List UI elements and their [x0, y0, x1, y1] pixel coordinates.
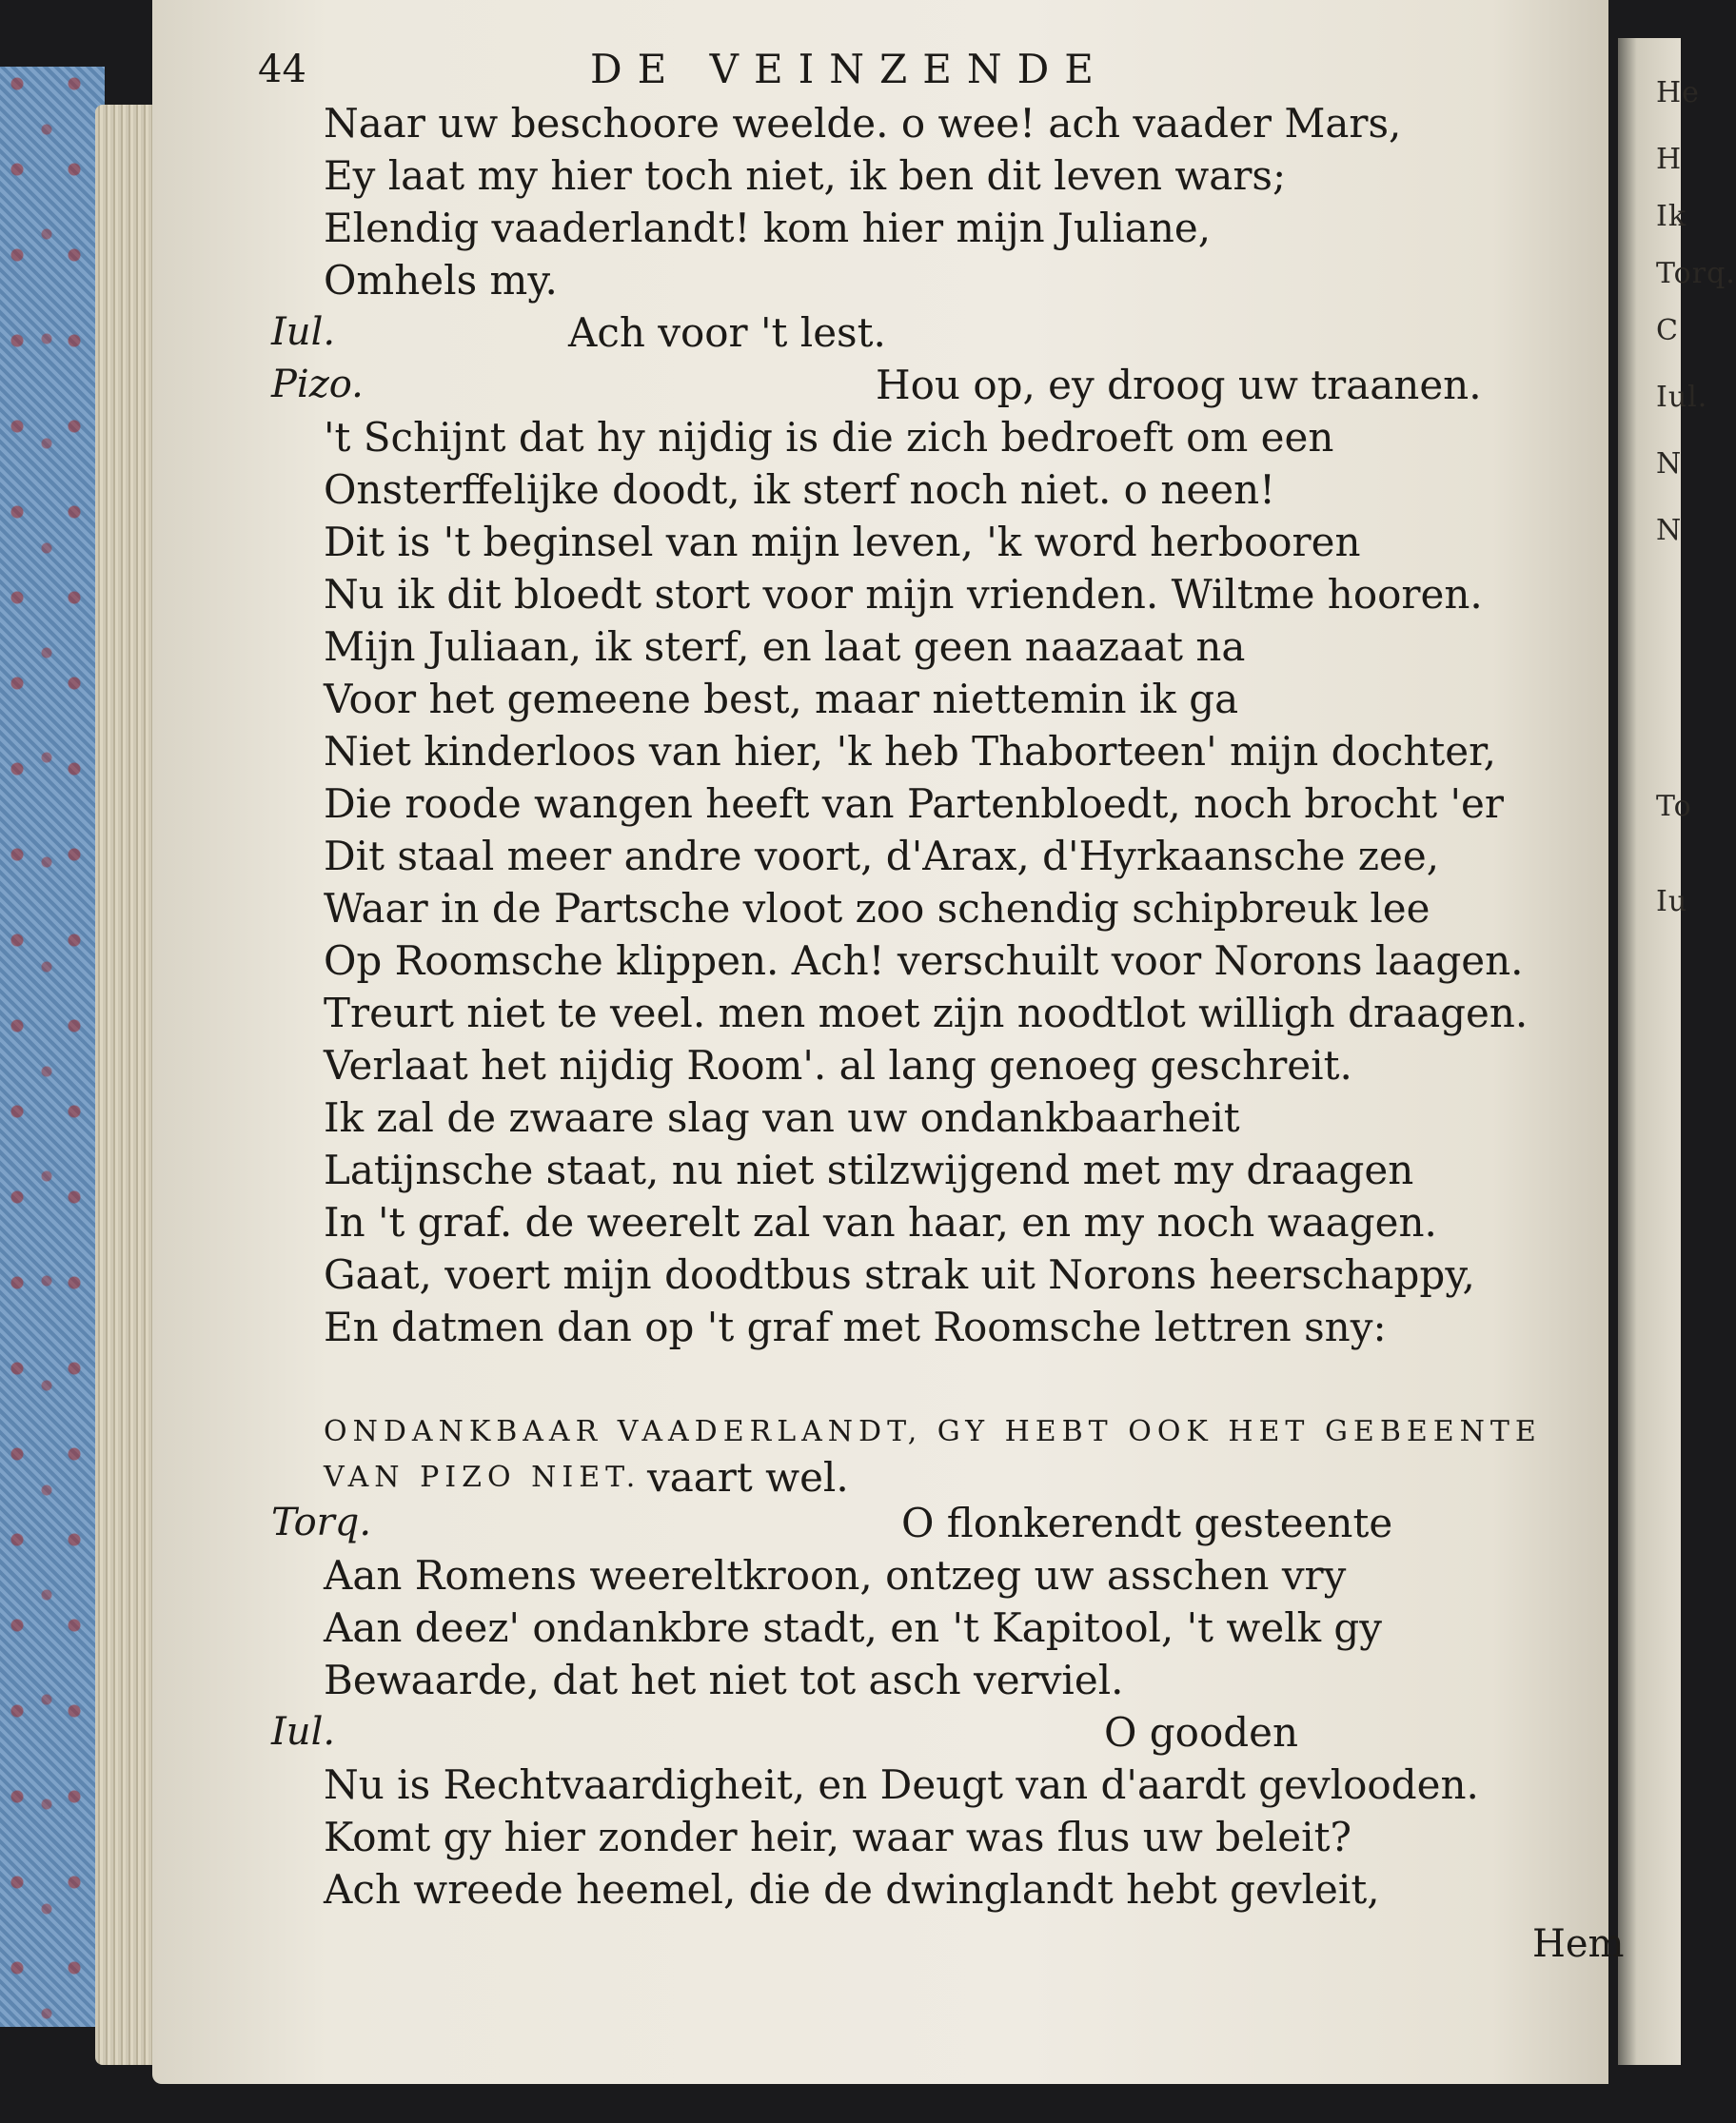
facing-page-fragment: To	[1656, 790, 1692, 823]
verse-text-line: En datmen dan op 't graf met Roomsche lettren sny:	[324, 1304, 1387, 1350]
verse-line	[152, 1248, 1608, 1301]
verse-text-line: Bewaarde, dat het niet tot asch verviel.	[324, 1657, 1124, 1703]
facing-page-fragment: He	[1656, 76, 1700, 109]
verse-line	[152, 1759, 1608, 1811]
verse-line	[152, 830, 1608, 882]
verse-line	[152, 1497, 1608, 1549]
verse-text	[152, 97, 1608, 1916]
verse-text-line: VAN PIZO NIET.	[324, 1461, 641, 1494]
verse-line	[152, 1863, 1608, 1916]
verse-line	[152, 1451, 1608, 1501]
speaker-name: Torq.	[271, 1501, 372, 1544]
verse-text-line: Hou op, ey droog uw traanen.	[876, 362, 1482, 408]
facing-page-fragment: Iul.	[1656, 381, 1708, 414]
verse-text-line: Aan Romens weereltkroon, ontzeg uw asschen vry	[324, 1552, 1347, 1599]
verse-text-line: O flonkerendt gesteente	[901, 1500, 1393, 1546]
verse-line	[152, 1654, 1608, 1706]
verse-text-line: Komt gy hier zonder heir, waar was flus uw beleit?	[324, 1814, 1351, 1860]
speaker-name: Iul.	[271, 1710, 336, 1754]
facing-page-fragment: Torq.	[1656, 257, 1736, 290]
verse-line	[152, 97, 1608, 149]
speaker-name: Pizo.	[271, 363, 364, 406]
page-header	[152, 40, 1608, 97]
verse-text-line: Ach voor 't lest.	[568, 309, 886, 356]
verse-text-line: O gooden	[1104, 1709, 1299, 1756]
verse-line	[152, 1144, 1608, 1196]
verse-text-line: Gaat, voert mijn doodtbus strak uit Norons heerschappy,	[324, 1251, 1475, 1298]
facing-page-fragment: C	[1656, 314, 1679, 347]
page-number: 44	[258, 48, 306, 91]
facing-page-fragment: N	[1656, 447, 1683, 481]
verse-line	[152, 1039, 1608, 1091]
verse-line	[152, 306, 1608, 359]
verse-line	[152, 620, 1608, 673]
verse-line	[152, 1091, 1608, 1144]
verse-text-line: ONDANKBAAR VAADERLANDT, GY HEBT OOK HET GEBEENTE	[324, 1415, 1542, 1448]
verse-text-line: Aan deez' ondankbre stadt, en 't Kapitool, 't welk gy	[324, 1604, 1383, 1651]
facing-page-fragment: Ik	[1656, 200, 1687, 233]
verse-line	[152, 1811, 1608, 1863]
verse-text-line: Ey laat my hier toch niet, ik ben dit leven wars;	[324, 152, 1287, 199]
verse-text-line: Omhels my.	[324, 257, 558, 304]
verse-text-line: Nu ik dit bloedt stort voor mijn vrienden. Wiltme hooren.	[324, 571, 1483, 618]
verse-text-line: Waar in de Partsche vloot zoo schendig schipbreuk lee	[324, 885, 1430, 932]
verse-line	[152, 463, 1608, 516]
verse-line	[152, 673, 1608, 725]
verse-text-line: Dit is 't beginsel van mijn leven, 'k word herbooren	[324, 519, 1361, 565]
facing-page-fragment: N	[1656, 514, 1683, 547]
verse-line	[152, 568, 1608, 620]
verse-text-line: Mijn Juliaan, ik sterf, en laat geen naazaat na	[324, 623, 1246, 670]
verse-line	[152, 202, 1608, 254]
verse-line	[152, 254, 1608, 306]
verse-text-line: Dit staal meer andre voort, d'Arax, d'Hyrkaansche zee,	[324, 833, 1440, 879]
verse-text-line: In 't graf. de weerelt zal van haar, en my noch waagen.	[324, 1199, 1437, 1246]
facing-page-fragment: H	[1656, 143, 1683, 176]
verse-line	[152, 1301, 1608, 1353]
catchword: Hem	[1532, 1922, 1625, 1966]
verse-line	[152, 516, 1608, 568]
verse-text-line: Onsterffelijke doodt, ik sterf noch niet. o neen!	[324, 466, 1276, 513]
verse-text-line: Die roode wangen heeft van Partenbloedt, noch brocht 'er	[324, 780, 1504, 827]
verse-line	[152, 882, 1608, 934]
verse-text-line: Verlaat het nijdig Room'. al lang genoeg geschreit.	[324, 1042, 1352, 1089]
verse-line	[152, 359, 1608, 411]
verse-text-line: Op Roomsche klippen. Ach! verschuilt voor Norons laagen.	[324, 937, 1524, 984]
facing-page-fragment: Iu	[1656, 885, 1688, 918]
verse-text-line: Treurt niet te veel. men moet zijn noodtlot willigh draagen.	[324, 990, 1529, 1036]
verse-text-line: Nu is Rechtvaardigheit, en Deugt van d'aardt gevlooden.	[324, 1761, 1479, 1808]
verse-line	[152, 725, 1608, 777]
running-title: DE VEINZENDE	[590, 46, 1109, 92]
verse-line	[152, 1196, 1608, 1248]
verse-line	[152, 1406, 1608, 1451]
verse-text-line: Naar uw beschoore weelde. o wee! ach vaader Mars,	[324, 100, 1402, 147]
verse-line	[152, 987, 1608, 1039]
verse-line	[152, 1706, 1608, 1759]
verse-text-line: Ach wreede heemel, die de dwinglandt hebt gevleit,	[324, 1866, 1380, 1913]
verse-text-line: Elendig vaaderlandt! kom hier mijn Juliane,	[324, 205, 1212, 251]
verse-tail: vaart wel.	[647, 1454, 849, 1501]
book-cover-marbled	[0, 67, 105, 2027]
verse-text-line: Latijnsche staat, nu niet stilzwijgend met my draagen	[324, 1147, 1414, 1193]
verse-line	[152, 1353, 1608, 1406]
verse-text-line: Voor het gemeene best, maar niettemin ik ga	[324, 676, 1239, 722]
verse-line	[152, 1602, 1608, 1654]
book-page	[152, 0, 1625, 2084]
verse-text-line: Ik zal de zwaare slag van uw ondankbaarheit	[324, 1094, 1240, 1141]
verse-line	[152, 149, 1608, 202]
speaker-name: Iul.	[271, 310, 336, 354]
verse-line	[152, 1549, 1608, 1602]
verse-text-line: Niet kinderloos van hier, 'k heb Thaborteen' mijn dochter,	[324, 728, 1496, 775]
verse-line	[152, 934, 1608, 987]
verse-line	[152, 411, 1608, 463]
verse-line	[152, 777, 1608, 830]
verse-text-line: 't Schijnt dat hy nijdig is die zich bedroeft om een	[324, 414, 1334, 461]
